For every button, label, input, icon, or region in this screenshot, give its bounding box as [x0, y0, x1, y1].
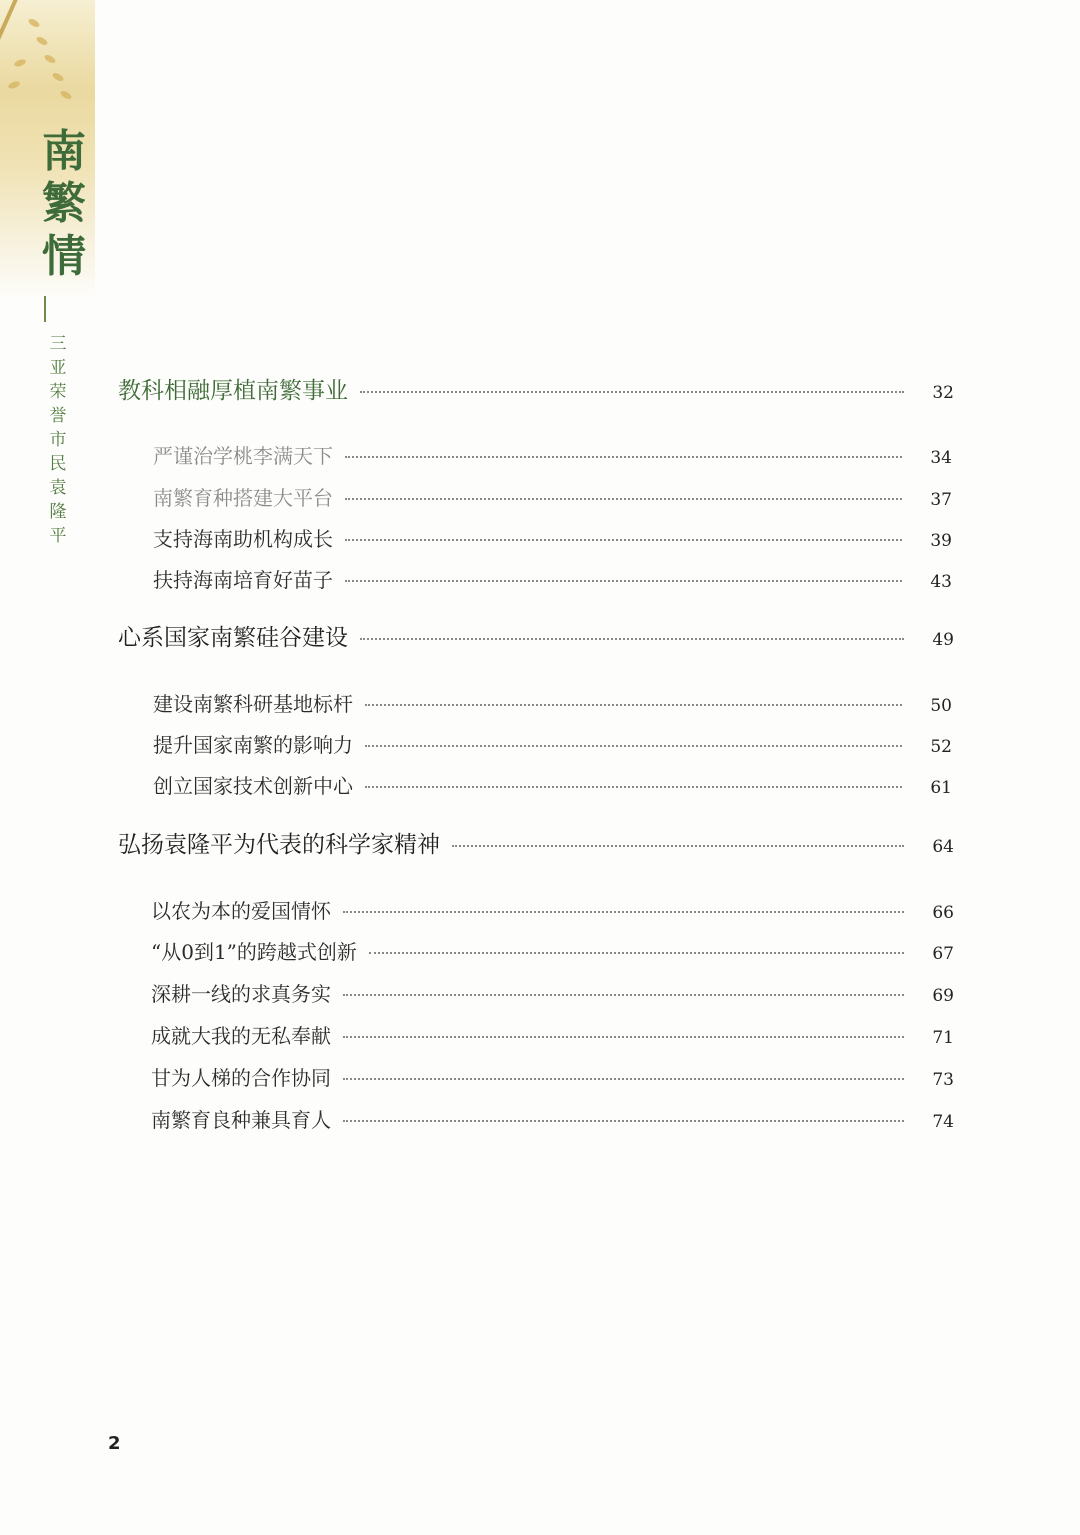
toc-page: 52: [930, 737, 952, 757]
toc-title: 甘为人梯的合作协同: [151, 1066, 331, 1090]
toc-leader: [365, 704, 902, 706]
toc-section[interactable]: [118, 826, 954, 859]
toc-title: 弘扬袁隆平为代表的科学家精神: [118, 832, 440, 858]
toc-leader: [345, 580, 902, 582]
toc-title: 教科相融厚植南繁事业: [118, 378, 348, 404]
book-title-char: 繁: [42, 178, 86, 230]
book-subtitle-char: 三: [49, 334, 67, 354]
toc-page: 50: [930, 696, 952, 716]
toc-leader: [345, 498, 902, 500]
book-subtitle-char: 市: [49, 430, 67, 450]
book-title: [38, 128, 90, 281]
toc-item[interactable]: [151, 1062, 954, 1091]
toc-item[interactable]: [153, 564, 952, 593]
toc-item[interactable]: [153, 482, 952, 511]
wheat-grain: [7, 80, 20, 90]
toc-page: 37: [930, 490, 952, 510]
book-title-char: 南: [42, 126, 86, 177]
toc-title: 扶持海南培育好苗子: [153, 568, 333, 592]
book-subtitle-char: 袁: [49, 478, 67, 498]
toc-item[interactable]: [153, 440, 952, 469]
book-subtitle-char: 隆: [49, 502, 67, 522]
toc-title: 以农为本的爱国情怀: [151, 899, 331, 923]
toc-page: 73: [932, 1070, 954, 1090]
toc-title: 支持海南助机构成长: [153, 527, 333, 551]
toc-section[interactable]: [118, 619, 954, 652]
toc-page: 69: [932, 986, 954, 1006]
wheat-grain: [13, 58, 26, 68]
toc-item[interactable]: [153, 770, 952, 799]
book-title-char: 情: [42, 230, 86, 282]
toc-leader: [343, 1036, 904, 1038]
toc-title: 深耕一线的求真务实: [151, 982, 331, 1006]
toc-title: 严谨治学桃李满天下: [153, 444, 333, 468]
toc-page: 39: [930, 531, 952, 551]
toc-page: 66: [932, 903, 954, 923]
toc-leader: [360, 638, 904, 640]
book-subtitle-char: 民: [49, 454, 67, 474]
toc-item[interactable]: [151, 1020, 954, 1049]
toc-leader: [365, 786, 902, 788]
toc-title: 南繁育种搭建大平台: [153, 486, 333, 510]
toc-item[interactable]: [151, 936, 954, 965]
toc-leader: [343, 1120, 904, 1122]
toc-item[interactable]: [153, 729, 952, 758]
wheat-grain: [35, 35, 48, 46]
toc-page: 49: [932, 630, 954, 650]
book-subtitle-char: 誉: [49, 406, 67, 426]
toc-title: 建设南繁科研基地标杆: [153, 692, 353, 716]
toc-leader: [343, 911, 904, 913]
book-subtitle-char: 亚: [49, 358, 67, 378]
toc-page: 67: [932, 944, 954, 964]
book-subtitle-char: 荣: [49, 382, 67, 402]
toc-title: 成就大我的无私奉献: [151, 1024, 331, 1048]
toc-leader: [369, 952, 904, 954]
toc-leader: [360, 391, 904, 393]
toc-item[interactable]: [151, 978, 954, 1007]
toc-leader: [343, 1078, 904, 1080]
toc-item[interactable]: [153, 523, 952, 552]
book-subtitle: [48, 332, 68, 548]
wheat-grain: [27, 17, 40, 28]
toc-item[interactable]: [151, 1104, 954, 1133]
toc-leader: [365, 745, 902, 747]
toc-title: 创立国家技术创新中心: [153, 774, 353, 798]
toc-page: 32: [932, 383, 954, 403]
toc-leader: [345, 456, 902, 458]
toc-title: 南繁育良种兼具育人: [151, 1108, 331, 1132]
book-subtitle-char: 平: [49, 526, 67, 546]
wheat-grain: [59, 89, 72, 100]
toc-page: 61: [930, 778, 952, 798]
toc-leader: [343, 994, 904, 996]
toc-page: 43: [930, 572, 952, 592]
toc-leader: [452, 845, 904, 847]
toc-item[interactable]: [151, 895, 954, 924]
page-number: 2: [108, 1433, 121, 1454]
toc-title: “从0到1”的跨越式创新: [151, 940, 357, 964]
toc-section[interactable]: [118, 372, 954, 405]
toc-title: 提升国家南繁的影响力: [153, 733, 353, 757]
toc-page: 64: [932, 837, 954, 857]
toc-page: 74: [932, 1112, 954, 1132]
toc-page: 34: [930, 448, 952, 468]
wheat-grain: [43, 53, 56, 64]
toc-leader: [345, 539, 902, 541]
title-divider: [44, 296, 46, 322]
wheat-grain: [51, 71, 64, 82]
toc-page: 71: [932, 1028, 954, 1048]
toc-title: 心系国家南繁硅谷建设: [118, 625, 348, 651]
toc-item[interactable]: [153, 688, 952, 717]
